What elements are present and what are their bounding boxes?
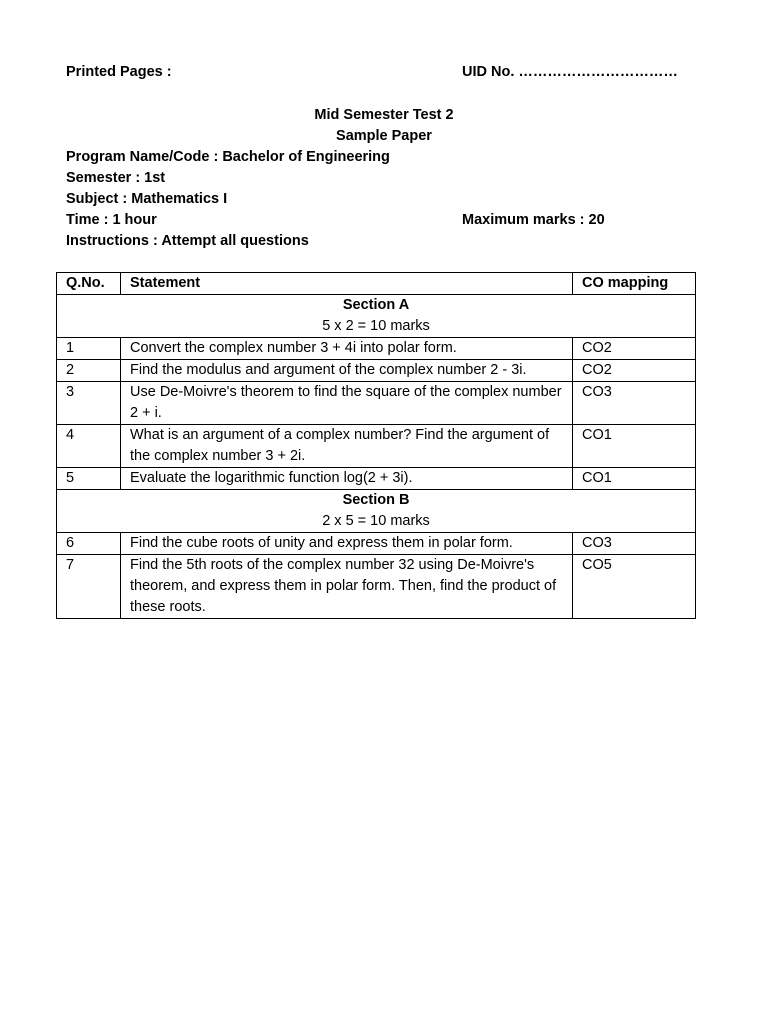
- question-statement: Evaluate the logarithmic function log(2 + 3i).: [121, 468, 573, 490]
- co-mapping: CO1: [573, 425, 696, 468]
- section-a-marks: 5 x 2 = 10 marks: [322, 318, 430, 334]
- question-number: 7: [57, 555, 121, 619]
- uid-label: UID No. ……………………………: [462, 64, 678, 80]
- semester-line: Semester : 1st: [66, 170, 166, 186]
- co-mapping: CO2: [573, 360, 696, 382]
- table-row: [57, 555, 696, 619]
- program-line: Program Name/Code : Bachelor of Engineering: [66, 149, 390, 165]
- question-statement: Convert the complex number 3 + 4i into polar form.: [121, 338, 573, 360]
- table-row: [57, 360, 696, 382]
- question-number: 2: [57, 360, 121, 382]
- question-statement: Find the cube roots of unity and express them in polar form.: [121, 533, 573, 555]
- section-a-row: [57, 295, 696, 338]
- table-header-row: [57, 273, 696, 295]
- time-line: Time : 1 hour: [66, 212, 157, 228]
- section-b-title: Section B: [342, 492, 410, 508]
- printed-pages-label: Printed Pages :: [66, 64, 172, 80]
- question-number: 6: [57, 533, 121, 555]
- question-statement: Use De-Moivre's theorem to find the square of the complex number 2 + i.: [121, 382, 573, 425]
- section-b-marks: 2 x 5 = 10 marks: [322, 513, 430, 529]
- section-b-row: [57, 490, 696, 533]
- instructions-line: Instructions : Attempt all questions: [66, 233, 309, 249]
- table-row: [57, 468, 696, 490]
- table-row: [57, 382, 696, 425]
- question-number: 1: [57, 338, 121, 360]
- question-number: 3: [57, 382, 121, 425]
- question-statement: Find the 5th roots of the complex number 32 using De-Moivre's theorem, and express them in polar form. Then, find the product of these roots.: [121, 555, 573, 619]
- header-statement: Statement: [121, 273, 573, 295]
- question-number: 5: [57, 468, 121, 490]
- header-co-mapping: CO mapping: [573, 273, 696, 295]
- table-row: [57, 338, 696, 360]
- paper-title: Mid Semester Test 2: [314, 107, 454, 123]
- question-statement: Find the modulus and argument of the complex number 2 - 3i.: [121, 360, 573, 382]
- co-mapping: CO5: [573, 555, 696, 619]
- max-marks-line: Maximum marks : 20: [462, 212, 605, 228]
- paper-subtitle: Sample Paper: [336, 128, 432, 144]
- table-row: [57, 533, 696, 555]
- co-mapping: CO1: [573, 468, 696, 490]
- header-qno: Q.No.: [57, 273, 121, 295]
- section-a-cell: [57, 295, 696, 338]
- section-b-cell: [57, 490, 696, 533]
- table-row: [57, 425, 696, 468]
- question-number: 4: [57, 425, 121, 468]
- co-mapping: CO2: [573, 338, 696, 360]
- section-a-title: Section A: [342, 297, 410, 313]
- questions-table: [56, 272, 696, 619]
- co-mapping: CO3: [573, 533, 696, 555]
- subject-line: Subject : Mathematics I: [66, 191, 228, 207]
- question-statement: What is an argument of a complex number? Find the argument of the complex number 3 + 2i.: [121, 425, 573, 468]
- co-mapping: CO3: [573, 382, 696, 425]
